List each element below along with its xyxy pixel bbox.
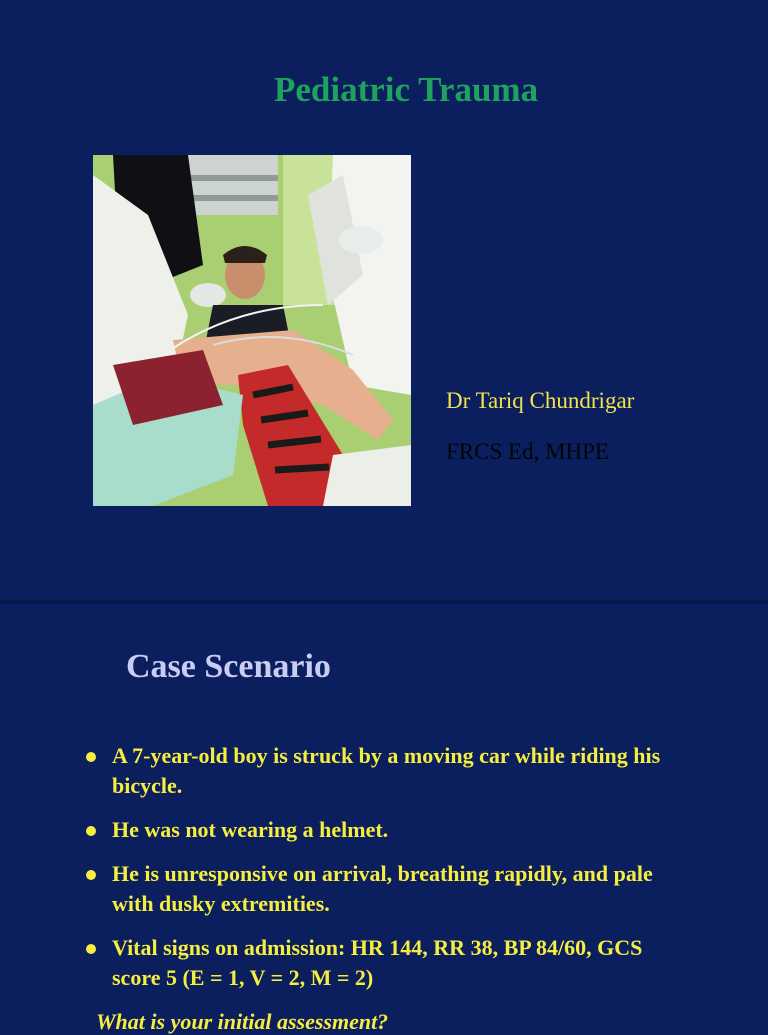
list-item [84, 741, 684, 801]
list-item [84, 933, 684, 993]
slide-title-heading: Pediatric Trauma [274, 70, 539, 109]
list-item [84, 859, 684, 919]
assessment-question: What is your initial assessment? [96, 1009, 389, 1034]
case-scenario-heading: Case Scenario [126, 648, 331, 685]
bullet-icon [86, 870, 96, 880]
case-bullet-list [84, 741, 684, 1007]
bullet-icon [86, 752, 96, 762]
author-name: Dr Tariq Chundrigar [446, 388, 635, 413]
trauma-resuscitation-photo [93, 155, 411, 506]
bullet-text: He is unresponsive on arrival, breathing rapidly, and pale with dusky extremities. [112, 861, 653, 916]
list-item [84, 815, 684, 845]
slide-case-scenario [0, 604, 768, 1034]
author-credentials: FRCS Ed, MHPE [446, 439, 609, 464]
bullet-icon [86, 944, 96, 954]
bullet-icon [86, 826, 96, 836]
bullet-text: Vital signs on admission: HR 144, RR 38, BP 84/60, GCS score 5 (E = 1, V = 2, M = 2) [112, 935, 643, 990]
photo-illustration [93, 155, 411, 506]
bullet-text: He was not wearing a helmet. [112, 817, 389, 842]
bullet-text: A 7-year-old boy is struck by a moving car while riding his bicycle. [112, 743, 661, 798]
